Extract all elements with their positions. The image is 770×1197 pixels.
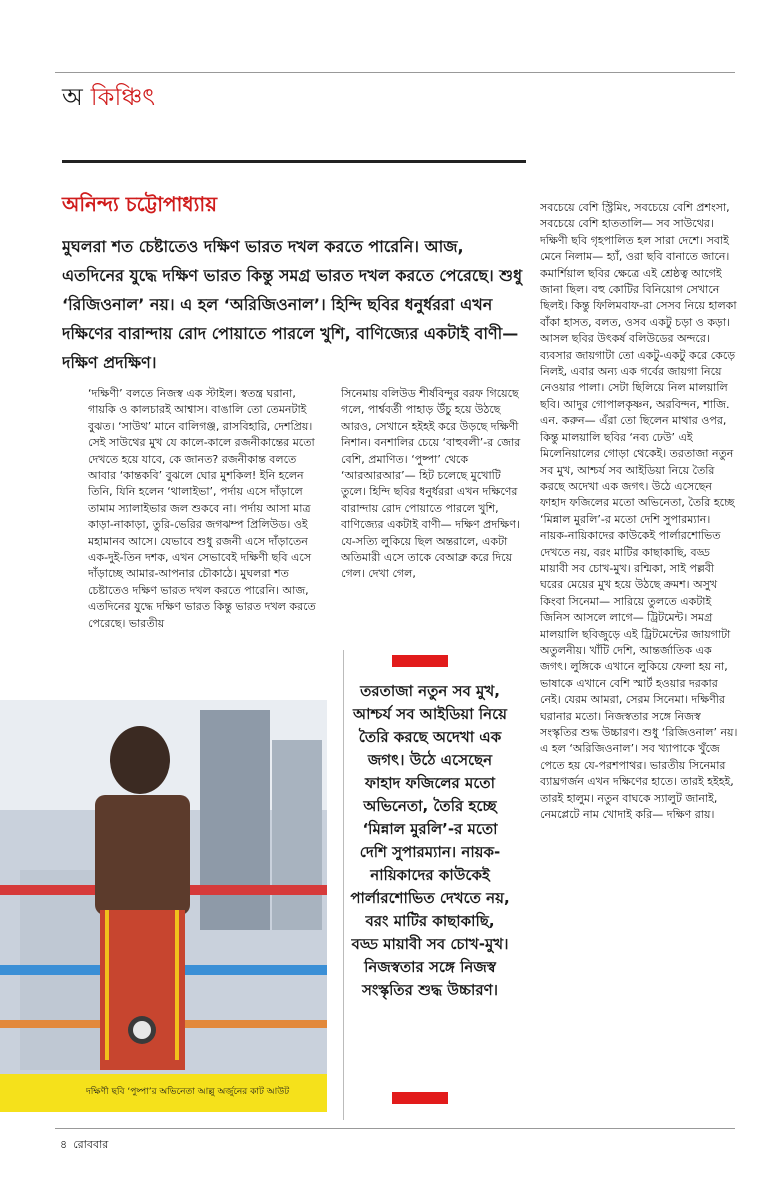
section-title: কিঞ্চিৎ (90, 83, 156, 111)
cutout-photo (0, 700, 327, 1112)
cutout-illustration (0, 700, 327, 1112)
author-rule (62, 160, 526, 163)
header-rule (55, 72, 735, 73)
body-text-1: ‘দক্ষিণী’ বলতে নিজস্ব এক স্টাইল। স্বতন্ত্র ঘরানা, গায়কি ও কালচারই আশ্বাস। বাঙালি তো তেমনটাই বুঝত। ‘সাউথ’ মানে বালিগঞ্জ, রাসবিহারি, দেশপ্রিয়। সেই সাউথের মুখ যে কালে-কালে রজনীকান্তের মতো দেখতে হয়ে যাবে, কে জানত? রজনীকান্ত বলতে আবার ‘কান্তকবি’ বুঝলে ঘোর মুশকিল! ইনি হলেন তিনি, যিনি হলেন ‘থালাইভা’, পর্দায় এসে দাঁড়ালে তামাম স্যালাইভার জল শুকবে না। পর্দায় আসা মাত্র কাড়া-নাকাড়া, তুরি-ভেরির জগঝম্প প্রিলিউড। ওই মহামানব আসে। যেভাবে শুধু রজনী এসে দাঁড়াতেন এক-দুই-তিন দশক, এখন সেভাবেই দক্ষিণী ছবি এসে দাঁড়াচ্ছে আমার-আপনার চৌকাঠে। মুঘলরা শত চেষ্টাতেও দক্ষিণ ভারত দখল করতে পারেনি। আজ, এতদিনের যুদ্ধে দক্ষিণ ভারত কিন্তু ভারত দখল করতে পেরেছে। ভারতীয় (88, 387, 316, 630)
magazine-name: রোববার (73, 1138, 109, 1151)
pullquote-top-bar (392, 655, 448, 667)
body-text-3: সবচেয়ে বেশি স্ট্রিমিং, সবচেয়ে বেশি প্রশংসা, সবচেয়ে বেশি হাততালি— সব সাউথের। দক্ষিণী ছবি গৃহপালিত হল সারা দেশে। সবাই মেনে নিলাম— হ্যাঁ, ওরা ছবি বানাতে জানে। কমার্শিয়াল ছবির ক্ষেত্রে এই শ্রেষ্ঠত্ব আগেই জানা ছিল। বহু কোটির বিনিয়োগ সেখানে ছিলই। কিন্তু ফিলিমবাফ-রা সেসব নিয়ে হালকা বাঁকা হাসত, বলত, ওসব একটু চড়া ও কড়া। আসল ছবির উৎকর্ষ বলিউডের অন্দরে। ব্যবসার জায়গাটা তো একটু-একটু করে কেড়ে নিলই, এবার অন্য এক গর্বের জায়গা নিয়ে নেওয়ার পালা। সেটা ছিলিয়ে নিল মালয়ালি ছবি। আদুর গোপালকৃষ্ণন, অরবিন্দন, শাজি. এন. করুন— এঁরা তো ছিলেন মাথার ওপর, কিন্তু মালয়ালি ছবির ‘নব্য ঢেউ’ এই মিলেনিয়ালের গোড়া থেকেই। তরতাজা নতুন সব মুখ, আশ্চর্য সব আইডিয়া নিয়ে তৈরি করছে অদেখা এক জগৎ। উঠে এসেছেন ফাহাদ ফজিলের মতো অভিনেতা, তৈরি হচ্ছে ‘মিন্নাল মুরলি’-র মতো দেশি সুপারম্যান। নায়ক-নায়িকাদের কাউকেই পার্লারশোভিত দেখতে নয়, বরং মাটির কাছাকাছি, বড্ড মায়াবী সব চোখ-মুখ। রশ্মিকা, সাই পল্লবী ঘরের মেয়ের মুখ হয়ে উঠছে ক্রমশ। অসুখ কিংবা সিনেমা— সারিয়ে তুলতে একটাই জিনিস আসলে লাগে— ট্রিটমেন্ট। সমগ্র মালয়ালি ছবিজুড়ে এই ট্রিটমেন্টের জায়গাটা অতুলনীয়। খাঁটি দেশি, আন্তর্জাতিক এক জগৎ। লুঙ্গিকে এখানে লুকিয়ে ফেলা হয় না, ভাষাকে এখানে বেশি স্মার্ট হওয়ার দরকার নেই। যেরম আমরা, সেরম সিনেমা। দক্ষিণীর ঘরানার মতো। নিজস্বতার সঙ্গে নিজস্ব সংস্কৃতির শুদ্ধ উচ্চারণ। শুধু ‘রিজিওনাল’ নয়। এ হল ‘অরিজিওনাল’। সব খ্যাপাকে খুঁজে পেতে হয় যে-পরশপাথর। ভারতীয় সিনেমার ব্যাঘ্রগর্জন এখন দক্ষিণের হাতে। তারই হইহই, তারই হালুম। নতুন বাঘকে স্যালুট জানাই, নেমপ্লেটে নাম খোদাই করি— দক্ষিণ রায়। (540, 201, 738, 822)
caption-box (0, 1074, 327, 1112)
article-deck: মুঘলরা শত চেষ্টাতেও দক্ষিণ ভারত দখল করতে পারেনি। আজ, এতদিনের যুদ্ধে দক্ষিণ ভারত কিন্তু সমগ্র ভারত দখল করতে পেরেছে। শুধু ‘রিজিওনাল’ নয়। এ হল ‘অরিজিওনাল’। হিন্দি ছবির ধনুর্ধররা এখন দক্ষিণের বারান্দায় রোদ পোয়াতে পারলে খুশি, বাণিজ্যের একটাই বাণী— দক্ষিণ প্রদক্ষিণ। (62, 237, 523, 372)
body-text-2: সিনেমায় বলিউড শীর্ষবিন্দুর বরফ গিয়েছে গলে, পার্শ্ববর্তী পাহাড় উঁচু হয়ে উঠছে আরও, সেখানে হইহই করে উড়ছে দক্ষিণী নিশান। বনশালির চেয়ে ‘বাহুবলী’-র জোর বেশি, প্রমাণিত। ‘পুষ্পা’ থেকে ‘আরআরআর’— হিট চলেছে মুখোটি তুলে। হিন্দি ছবির ধনুর্ধররা এখন দক্ষিণের বারান্দায় রোদ পোয়াতে পারলে খুশি, বাণিজ্যের একটাই বাণী— দক্ষিণ প্রদক্ষিণ। যে-সত্যি লুকিয়ে ছিল অন্তরালে, একটা অতিমারী এসে তাকে বেআব্রু করে দিয়ে গেল। দেখা গেল, (341, 387, 521, 581)
pullquote: তরতাজা নতুন সব মুখ, আশ্চর্য সব আইডিয়া নিয়ে তৈরি করছে অদেখা এক জগৎ। উঠে এসেছেন ফাহাদ ফজিলের মতো অভিনেতা, তৈরি হচ্ছে ‘মিন্নাল মুরলি’-র মতো দেশি সুপারম্যান। নায়ক-নায়িকাদের কাউকেই পার্লারশোভিত দেখতে নয়, বরং মাটির কাছাকাছি, বড্ড মায়াবী সব চোখ-মুখ। নিজস্বতার সঙ্গে নিজস্ব সংস্কৃতির শুদ্ধ উচ্চারণ। (350, 682, 510, 999)
section-heading (62, 80, 155, 114)
author-byline: অনিন্দ্য চট্টোপাধ্যায় (62, 192, 217, 216)
photo-caption: দক্ষিণী ছবি ‘পুষ্পা’র অভিনেতা আল্লু অর্জুনের কাট আউট (86, 1087, 290, 1097)
pullquote-bottom-bar (392, 1092, 448, 1104)
body-column-2 (341, 386, 521, 636)
page-number: ৪ (60, 1138, 68, 1151)
footer-rule (55, 1128, 735, 1129)
body-column-3 (540, 200, 740, 1110)
section-prefix: অ (62, 83, 83, 111)
folio (60, 1136, 108, 1155)
body-column-1 (88, 386, 326, 686)
pullquote-divider (343, 650, 344, 1120)
